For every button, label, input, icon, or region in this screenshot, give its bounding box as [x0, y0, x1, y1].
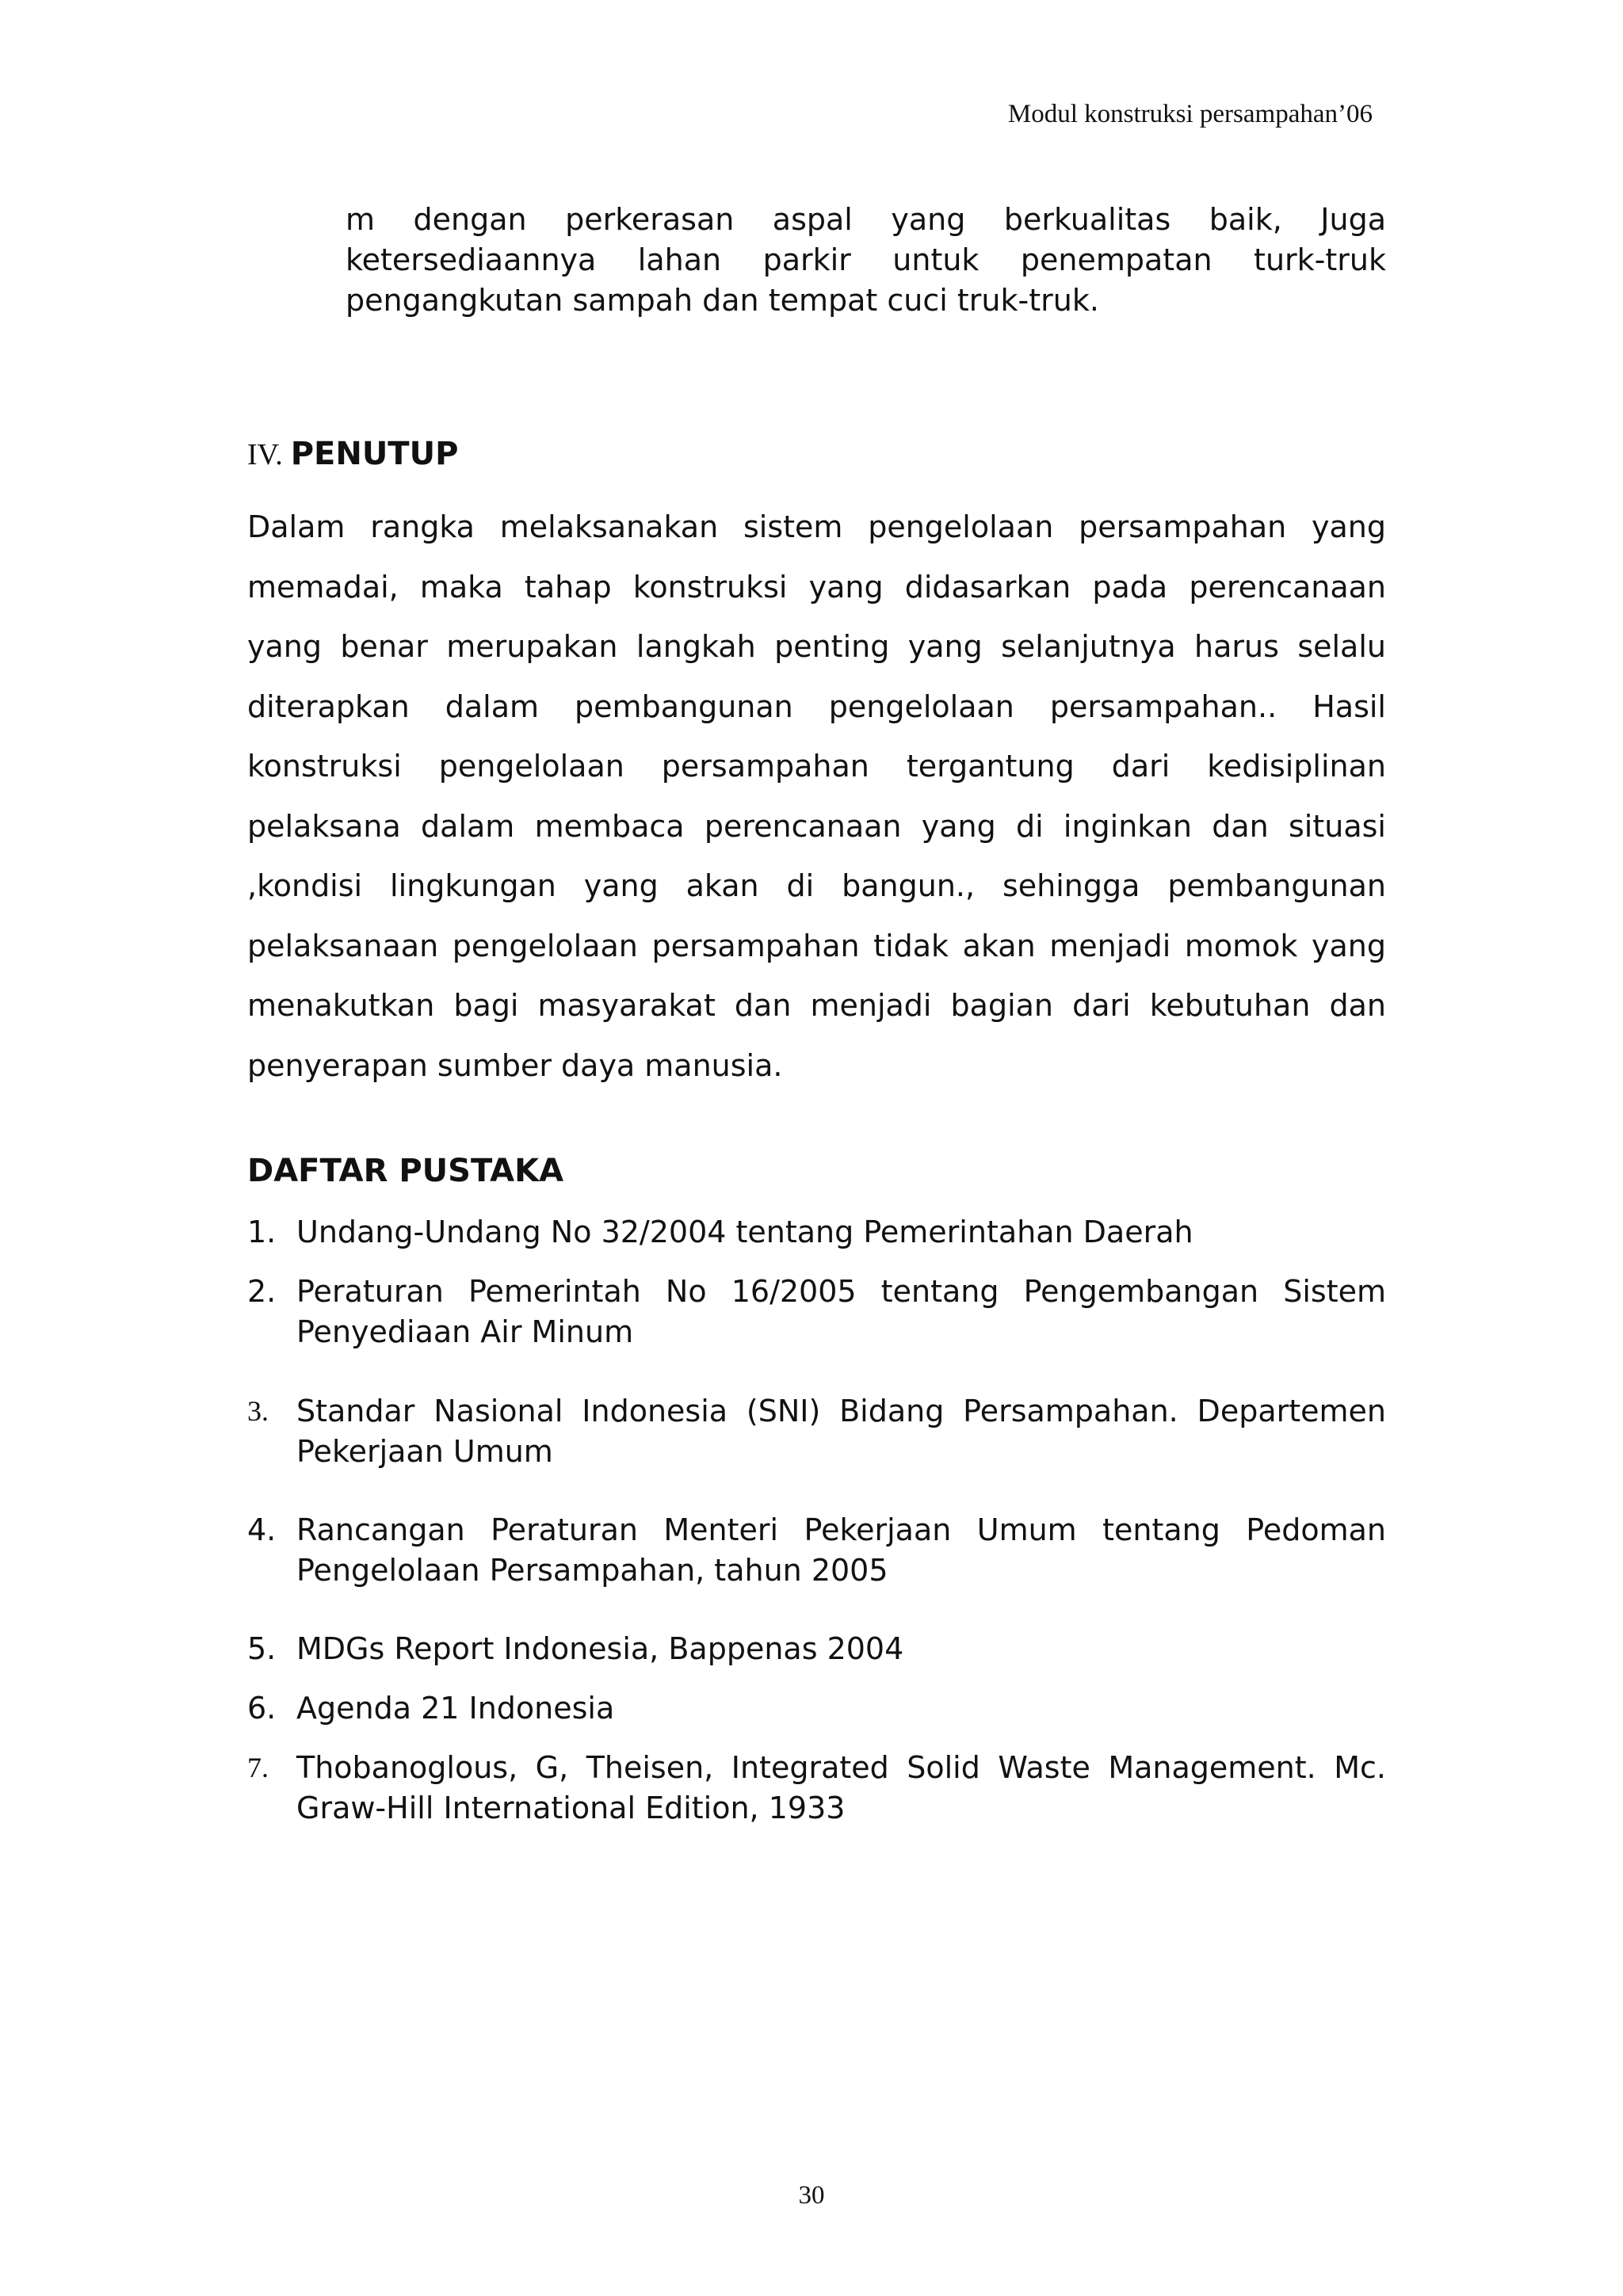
section-number: IV. [247, 438, 283, 471]
running-header: Modul konstruksi persampahan’06 [1007, 100, 1373, 128]
reference-number: 7. [247, 1752, 269, 1783]
reference-item-6 [247, 1688, 1386, 1729]
page-number: 30 [798, 2181, 825, 2210]
reference-text: Agenda 21 Indonesia [296, 1691, 615, 1726]
reference-item-5 [247, 1629, 1386, 1669]
reference-item-1 [247, 1212, 1386, 1253]
reference-item-7 [247, 1748, 1386, 1829]
reference-text: MDGs Report Indonesia, Bappenas 2004 [296, 1631, 904, 1666]
section-paragraph: Dalam rangka melaksanakan sistem pengelolaan persampahan yang memadai, maka tahap konstruksi yang didasarkan pada perencanaan yang benar merupakan langkah penting yang selanjutnya harus selalu diterapkan dalam pembangunan pengelolaan persampahan.. Hasil konstruksi pengelolaan persampahan tergantung dari kedisiplinan pelaksana dalam membaca perencanaan yang di inginkan dan situasi ,kondisi lingkungan yang akan di bangun., sehingga pembangunan pelaksanaan pengelolaan persampahan tidak akan menjadi momok yang menakutkan bagi masyarakat dan menjadi bagian dari kebutuhan dan penyerapan sumber daya manusia. [247, 509, 1386, 1083]
reference-item-2 [247, 1272, 1386, 1352]
reference-text: Standar Nasional Indonesia (SNI) Bidang Persampahan. Departemen Pekerjaan Umum [296, 1394, 1386, 1469]
intro-paragraph: m dengan perkerasan aspal yang berkualitas baik, Juga ketersediaannya lahan parkir untuk penempatan turk-truk pengangkutan sampah dan tempat cuci truk-truk. [346, 202, 1386, 318]
reference-item-3 [247, 1391, 1386, 1472]
reference-text: Rancangan Peraturan Menteri Pekerjaan Umum tentang Pedoman Pengelolaan Persampahan, tahun 2005 [296, 1512, 1386, 1588]
reference-number: 6. [247, 1691, 277, 1726]
reference-text: Undang-Undang No 32/2004 tentang Pemerintahan Daerah [296, 1215, 1193, 1249]
section-title: PENUTUP [290, 436, 459, 472]
reference-number: 2. [247, 1274, 277, 1309]
reference-number: 5. [247, 1631, 277, 1666]
reference-text: Peraturan Pemerintah No 16/2005 tentang Pengembangan Sistem Penyediaan Air Minum [296, 1274, 1386, 1349]
reference-text: Thobanoglous, G, Theisen, Integrated Solid Waste Management. Mc. Graw-Hill International Edition, 1933 [296, 1750, 1386, 1825]
reference-number: 1. [247, 1215, 277, 1249]
reference-item-4 [247, 1510, 1386, 1591]
reference-number: 3. [247, 1395, 269, 1427]
reference-number: 4. [247, 1512, 277, 1547]
references-heading: DAFTAR PUSTAKA [247, 1153, 564, 1189]
section-heading [247, 436, 458, 472]
